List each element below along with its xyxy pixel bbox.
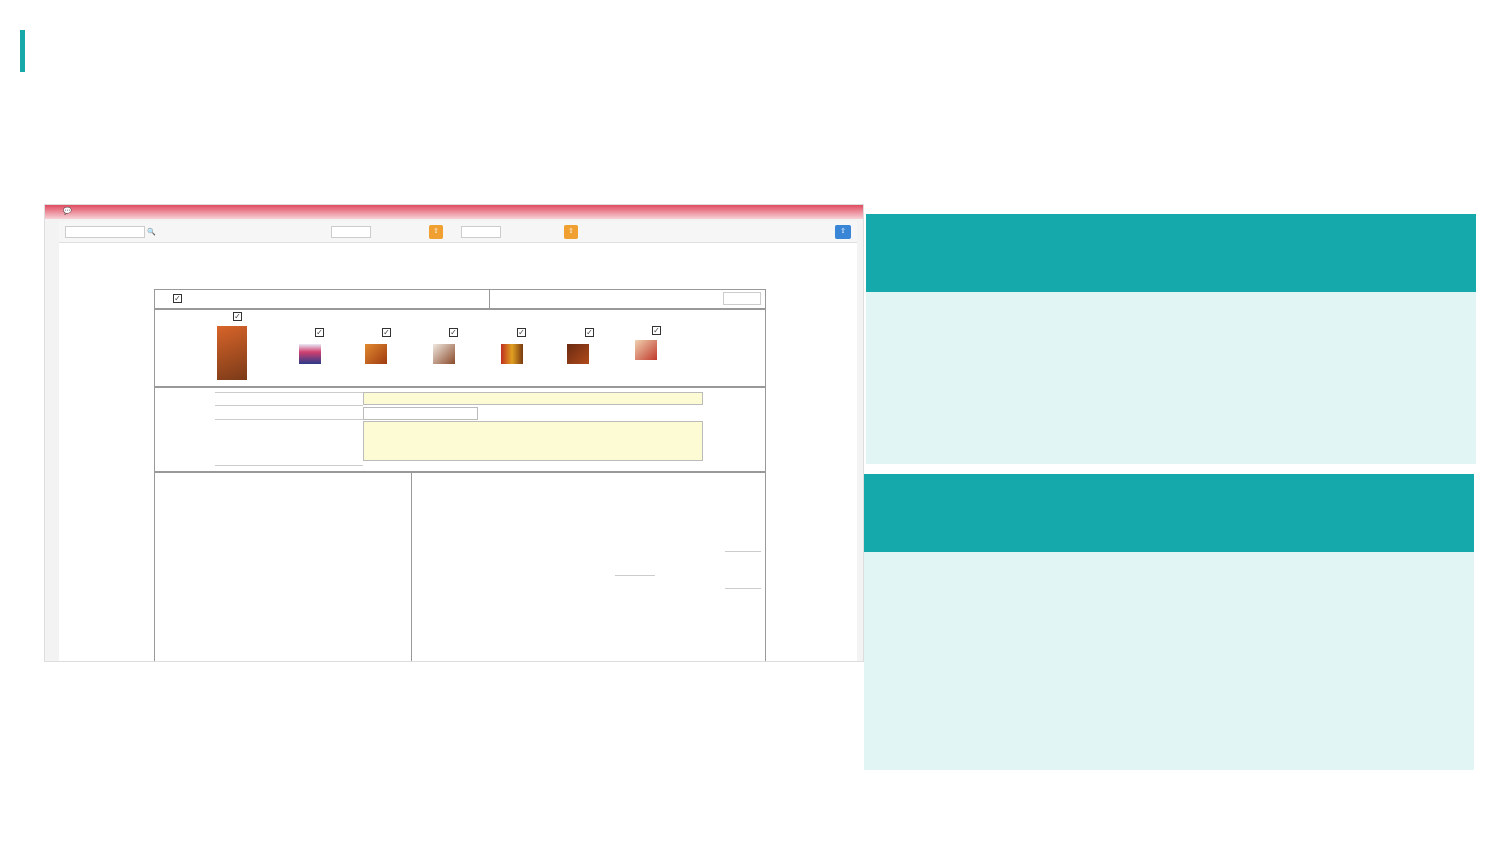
stock-count-input[interactable]: [723, 292, 761, 305]
title-label: [215, 406, 363, 420]
stock-run-button[interactable]: ⇧: [429, 225, 443, 239]
card-input-steps-title: [866, 214, 1476, 292]
stock-group: [331, 226, 371, 238]
product-image[interactable]: [299, 344, 321, 364]
app-header: [45, 205, 863, 219]
nav-search-link[interactable]: 💬: [63, 207, 72, 215]
profit-group: [461, 226, 501, 238]
product-image[interactable]: [365, 344, 387, 364]
image-checkbox[interactable]: ✓: [383, 328, 390, 337]
product-fields: [154, 387, 766, 472]
product-image[interactable]: [433, 344, 455, 364]
profit-input[interactable]: [461, 226, 501, 238]
search-group: [65, 226, 156, 238]
search-icon[interactable]: 🔍: [147, 228, 156, 236]
app-screenshot: [44, 204, 864, 662]
description-field[interactable]: [363, 421, 703, 461]
search-input[interactable]: [65, 226, 145, 238]
desc-label: [215, 420, 363, 466]
send-to-shopee-button[interactable]: ⇧: [835, 225, 851, 239]
image-checkbox[interactable]: ✓: [450, 328, 457, 337]
profit-run-button[interactable]: ⇧: [564, 225, 578, 239]
category-label: [215, 392, 363, 406]
card-fee-title: [864, 474, 1474, 552]
app-content: [59, 243, 857, 662]
divider: [489, 290, 490, 309]
profit-rate-value[interactable]: [615, 575, 655, 576]
card-input-steps-body: [866, 292, 1476, 464]
image-checkbox[interactable]: ✓: [586, 328, 593, 337]
product-image[interactable]: [217, 326, 247, 380]
category-field[interactable]: [363, 392, 703, 405]
stock-input[interactable]: [331, 226, 371, 238]
app-toolbar: [59, 221, 857, 243]
divider: [411, 473, 412, 662]
amazon-price[interactable]: [725, 551, 761, 552]
image-checkbox[interactable]: ✓: [653, 326, 660, 335]
title-field[interactable]: [363, 407, 478, 420]
weight-input[interactable]: [725, 588, 761, 589]
listing-checkbox[interactable]: ✓: [174, 294, 181, 303]
product-image[interactable]: [635, 340, 657, 360]
listing-header: [154, 289, 766, 309]
image-checkbox[interactable]: ✓: [518, 328, 525, 337]
card-fee-body: [864, 552, 1474, 770]
attributes-panel: [154, 472, 766, 662]
title-accent-bar: [20, 30, 25, 72]
product-images: [154, 309, 766, 387]
image-checkbox[interactable]: ✓: [234, 312, 241, 321]
product-image[interactable]: [501, 344, 523, 364]
image-checkbox[interactable]: ✓: [316, 328, 323, 337]
product-image[interactable]: [567, 344, 589, 364]
